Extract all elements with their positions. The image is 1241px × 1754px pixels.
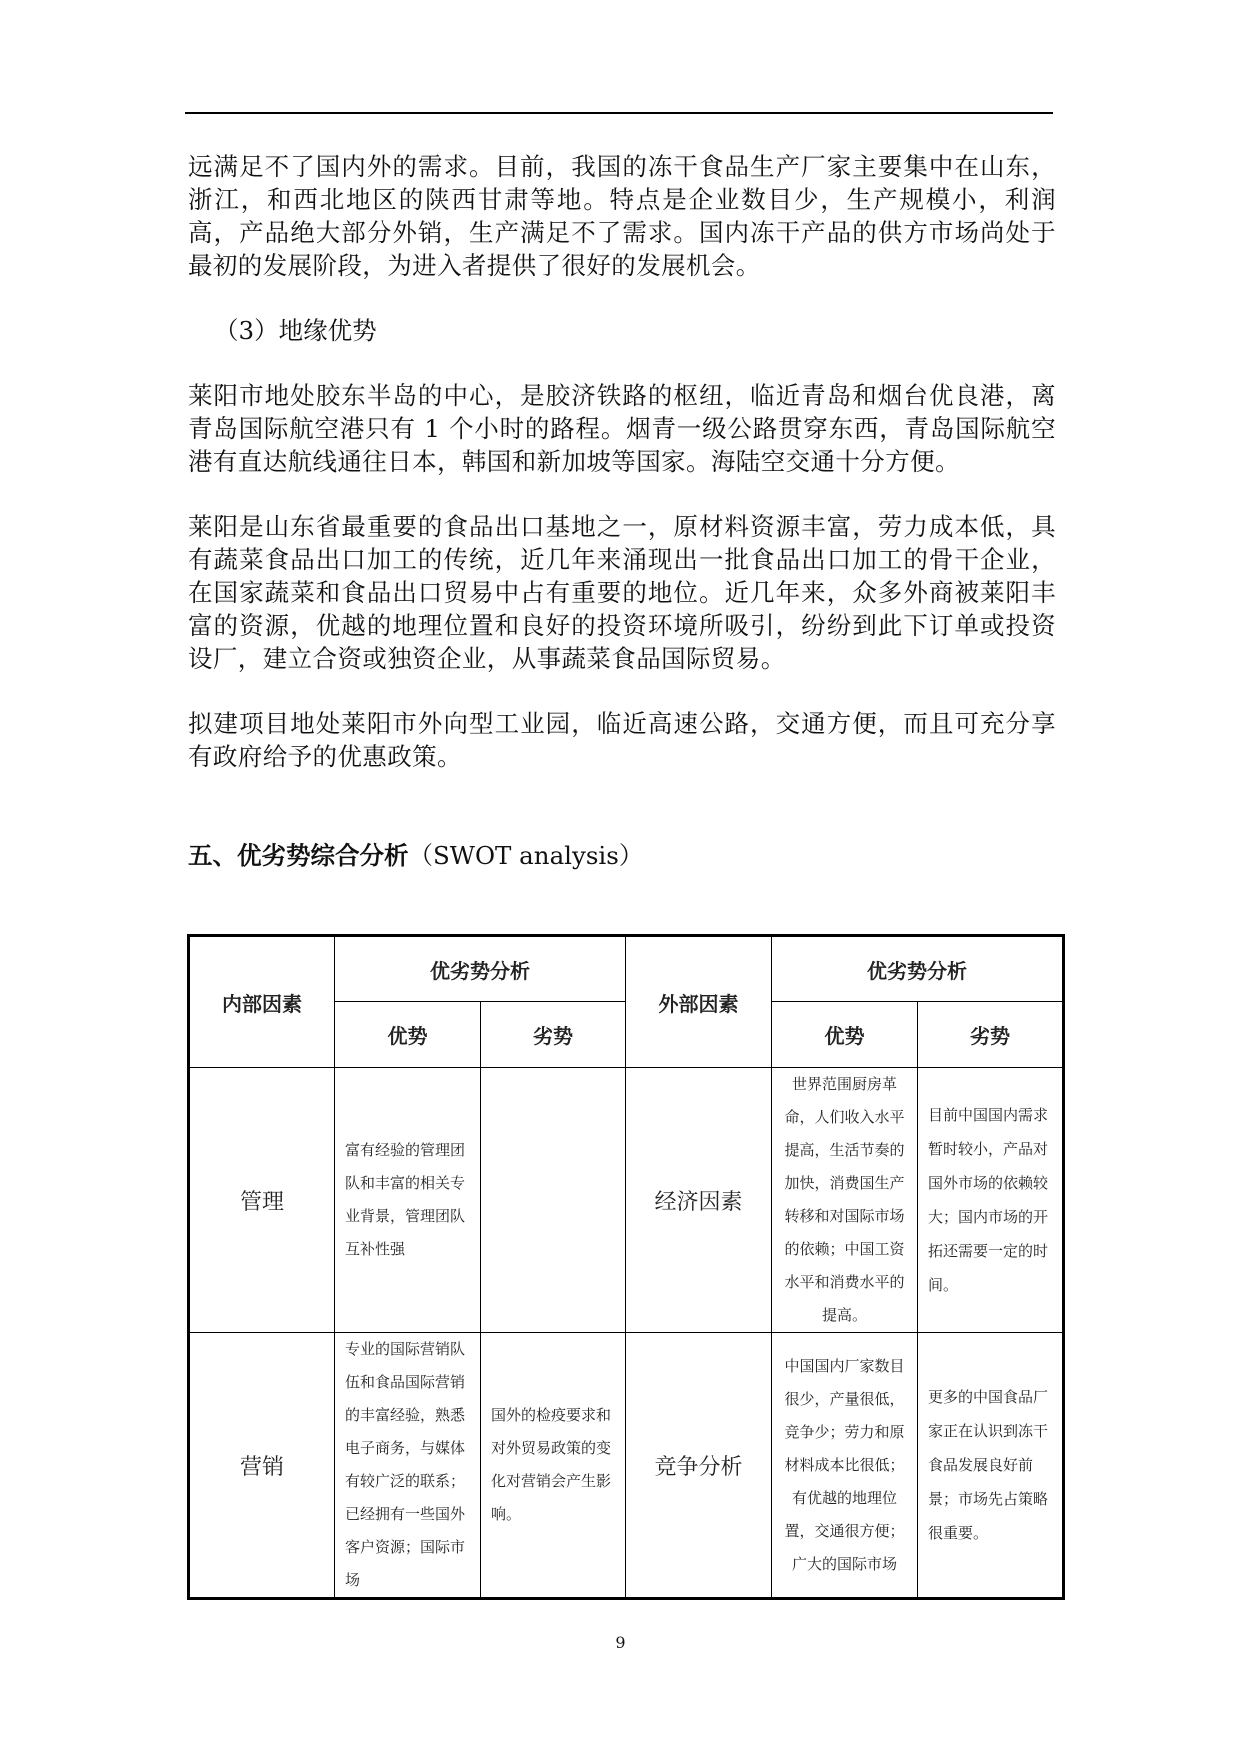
paragraph-demand: 远满足不了国内外的需求。目前，我国的冻干食品生产厂家主要集中在山东，浙江，和西北地区的陕西甘肃等地。特点是企业数目少，生产规模小，利润高，产品绝大部分外销，生产满足不了需求。国内冻干产品的供方市场尚处于最初的发展阶段，为进入者提供了很好的发展机会。: [188, 152, 1056, 280]
row-internal-label: 营销: [189, 1333, 335, 1599]
paragraph-project-site: 拟建项目地处莱阳市外向型工业园，临近高速公路，交通方便，而且可充分享有政府给予的优惠政策。: [188, 709, 1056, 771]
body-text: [188, 150, 1056, 872]
table-row: [189, 1068, 1064, 1333]
header-strength-right: 优势: [772, 1002, 918, 1068]
header-rule: [185, 112, 1053, 114]
paragraph-export-base: 莱阳是山东省最重要的食品出口基地之一，原材料资源丰富，劳力成本低，具有蔬菜食品出口加工的传统，近几年来涌现出一批食品出口加工的骨干企业，在国家蔬菜和食品出口贸易中占有重要的地位。近几年来，众多外商被莱阳丰富的资源，优越的地理位置和良好的投资环境所吸引，纷纷到此下订单或投资设厂，建立合资或独资企业，从事蔬菜食品国际贸易。: [188, 512, 1056, 673]
row-internal-weakness: 国外的检疫要求和对外贸易政策的变化对营销会产生影响。: [481, 1333, 626, 1599]
row-external-label: 竞争分析: [626, 1333, 772, 1599]
header-internal-factors: 内部因素: [189, 936, 335, 1068]
header-swot-right: 优劣势分析: [772, 936, 1064, 1002]
row-internal-strength: 富有经验的管理团队和丰富的相关专业背景，管理团队互补性强: [335, 1068, 481, 1333]
row-external-weakness: 目前中国国内需求暂时较小，产品对国外市场的依赖较大；国内市场的开拓还需要一定的时间。: [918, 1068, 1064, 1333]
row-internal-strength: 专业的国际营销队伍和食品国际营销的丰富经验，熟悉电子商务，与媒体有较广泛的联系；已经拥有一些国外客户资源；国际市场: [335, 1333, 481, 1599]
paragraph-geography: 莱阳市地处胶东半岛的中心，是胶济铁路的枢纽，临近青岛和烟台优良港，离青岛国际航空港只有 1 个小时的路程。烟青一级公路贯穿东西，青岛国际航空港有直达航线通往日本，韩国和新加坡等国家。海陆空交通十分方便。: [188, 381, 1056, 476]
row-internal-label: 管理: [189, 1068, 335, 1333]
row-internal-weakness: [481, 1068, 626, 1333]
section-title-en: （SWOT analysis）: [408, 841, 644, 870]
header-swot-left: 优劣势分析: [335, 936, 626, 1002]
header-external-factors: 外部因素: [626, 936, 772, 1068]
table-row: [189, 1333, 1064, 1599]
row-external-strength: 中国国内厂家数目很少，产量很低，竞争少；劳力和原材料成本比很低；有优越的地理位置，交通很方便；广大的国际市场: [772, 1333, 918, 1599]
header-weakness-right: 劣势: [918, 1002, 1064, 1068]
subheading-location-advantage: （3）地缘优势: [214, 316, 377, 345]
section-title: [188, 839, 1056, 872]
row-external-label: 经济因素: [626, 1068, 772, 1333]
swot-table: [187, 934, 1065, 1600]
row-external-strength: 世界范围厨房革命，人们收入水平提高，生活节奏的加快，消费国生产转移和对国际市场的依赖；中国工资水平和消费水平的提高。: [772, 1068, 918, 1333]
row-external-weakness: 更多的中国食品厂家正在认识到冻干食品发展良好前景；市场先占策略很重要。: [918, 1333, 1064, 1599]
section-title-cn: 五、优劣势综合分析: [188, 841, 409, 870]
header-weakness-left: 劣势: [481, 1002, 626, 1068]
page-number: 9: [615, 1633, 626, 1652]
header-strength-left: 优势: [335, 1002, 481, 1068]
